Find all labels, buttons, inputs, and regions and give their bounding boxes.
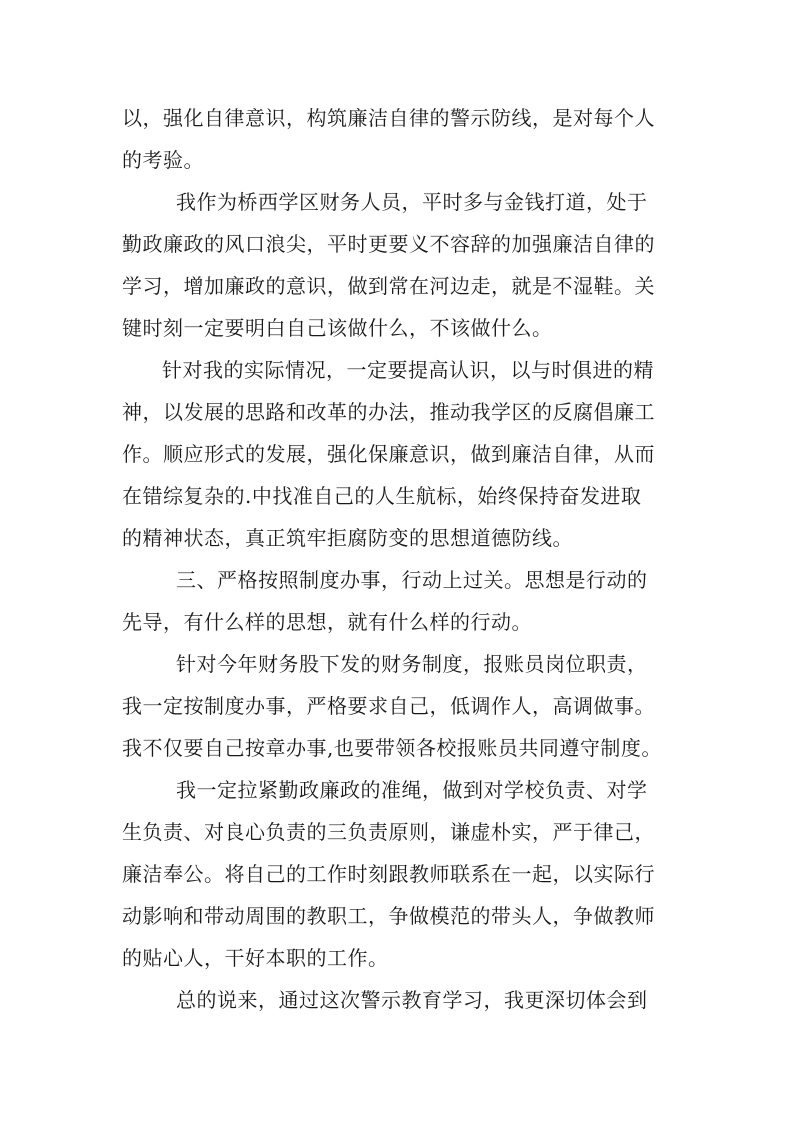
text-line: 总的说来，通过这次警示教育学习，我更深切体会到 xyxy=(176,988,648,1012)
text-line: 动影响和带动周围的教职工，争做模范的带头人，争做教师 xyxy=(122,904,655,928)
text-line: 键时刻一定要明白自己该做什么，不该做什么。 xyxy=(122,316,553,340)
text-line: 神，以发展的思路和改革的办法，推动我学区的反腐倡廉工 xyxy=(122,400,655,424)
text-line: 的精神状态，真正筑牢拒腐防变的思想道德防线。 xyxy=(122,526,573,550)
text-line: 生负责、对良心负责的三负责原则，谦虚朴实，严于律己， xyxy=(122,820,655,844)
text-line: 针对我的实际情况，一定要提高认识，以与时俱进的精 xyxy=(162,358,654,382)
text-line: 勤政廉政的风口浪尖，平时更要义不容辞的加强廉洁自律的 xyxy=(122,232,655,256)
text-line: 我作为桥西学区财务人员，平时多与金钱打道，处于 xyxy=(176,190,648,214)
text-line: 学习，增加廉政的意识，做到常在河边走，就是不湿鞋。关 xyxy=(122,274,655,298)
text-line: 三、严格按照制度办事，行动上过关。思想是行动的 xyxy=(176,568,648,592)
text-line: 我一定按制度办事，严格要求自己，低调作人，高调做事。 xyxy=(122,694,655,718)
text-line: 作。顺应形式的发展，强化保廉意识，做到廉洁自律，从而 xyxy=(122,442,655,466)
text-line: 先导，有什么样的思想，就有什么样的行动。 xyxy=(122,610,532,634)
text-line: 在错综复杂的.中找准自己的人生航标，始终保持奋发进取 xyxy=(122,484,642,508)
text-line: 我一定拉紧勤政廉政的准绳，做到对学校负责、对学 xyxy=(176,778,648,802)
text-line: 我不仅要自己按章办事,也要带领各校报账员共同遵守制度。 xyxy=(122,736,662,760)
text-line: 廉洁奉公。将自己的工作时刻跟教师联系在一起，以实际行 xyxy=(122,862,655,886)
text-line: 针对今年财务股下发的财务制度，报账员岗位职责， xyxy=(176,652,648,676)
text-line: 以，强化自律意识，构筑廉洁自律的警示防线，是对每个人 xyxy=(122,106,655,130)
text-line: 的考验。 xyxy=(122,148,204,172)
text-line: 的贴心人，干好本职的工作。 xyxy=(122,946,389,970)
